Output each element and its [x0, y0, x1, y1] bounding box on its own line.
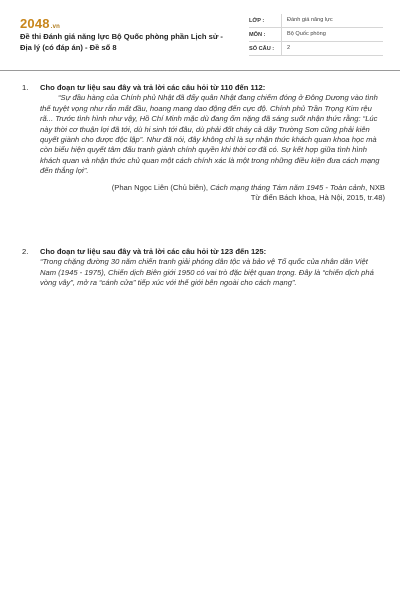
logo-text: 2048: [20, 16, 50, 31]
meta-key: MÔN :: [249, 31, 266, 38]
source-prefix: (Phan Ngọc Liên (Chủ biên),: [111, 182, 211, 192]
question-heading: Cho đoạn tư liệu sau đây và trả lời các câu hỏi từ 110 đến 112:: [40, 83, 266, 92]
header-divider: [0, 70, 400, 71]
quote-text: “Sự đầu hàng của Chính phủ Nhật đã đẩy quân Nhật đang chiếm đóng ở Đông Dương vào tình thế tuyệt vọng như rắn mất đầu, hoang mang dao động đến cực độ. Chính phủ Trần Trọng Kim rệu rã... Trước tình hình như vậy, Hồ Chí Minh mặc dù đang ốm nặng đã sáng suốt nhận thức rằng: “Lúc này thời cơ thuận lợi đã tới, dù hi sinh tới đâu, dù phải đốt cháy cả dãy Trường Sơn cũng phải kiên quyết giành cho được độc lập”. Như đã nói, đây không chỉ là sự nhận thức khách quan khoa học mà còn biểu hiện quyết tâm đấu tranh giành chính quyền khi thời cơ đã có. Sự kết hợp giữa tình hình khách quan và nhận thức chủ quan một cách chính xác là một trong những điều kiện đưa cách mạng đến thắng lợi”.: [40, 93, 380, 176]
meta-row-count: [249, 42, 383, 56]
meta-value: 2: [281, 42, 383, 55]
source-line-1: [40, 183, 385, 193]
quote-source: [40, 183, 385, 204]
meta-value: Đánh giá năng lực: [281, 14, 383, 27]
quote-passage: [40, 257, 385, 288]
question-body: [40, 93, 385, 203]
meta-row-subject: [249, 28, 383, 42]
question-number: 2.: [22, 247, 29, 256]
page-header: [0, 0, 400, 66]
source-line-2: Từ điển Bách khoa, Hà Nội, 2015, tr.48): [250, 193, 385, 203]
logo-suffix: .vn: [50, 24, 61, 30]
meta-key: LỚP :: [249, 17, 265, 24]
question-number: 1.: [22, 83, 29, 92]
quote-text: “Trong chặng đường 30 năm chiến tranh giải phóng dân tộc và bảo vệ Tổ quốc của nhân dân Việt Nam (1945 - 1975), Chiến dịch Biên giới 1950 có vai trò đặc biệt quan trọng. Đây là “chiến dịch phá vòng vây”, mở ra “cánh cửa” tiếp xúc với thế giới bên ngoài cho cách mạng”.: [40, 257, 374, 288]
meta-value: Bộ Quốc phòng: [281, 28, 383, 41]
quote-passage: [40, 93, 385, 176]
meta-row-class: [249, 14, 383, 28]
meta-table: [249, 14, 383, 56]
source-title: Cách mạng tháng Tám năm 1945 - Toàn cảnh: [210, 182, 366, 192]
site-logo[interactable]: [20, 16, 60, 31]
question-body: [40, 257, 385, 288]
question-heading: Cho đoạn tư liệu sau đây và trả lời các câu hỏi từ 123 đến 125:: [40, 247, 267, 256]
meta-key: SỐ CÂU :: [249, 45, 275, 52]
source-suffix: , NXB: [365, 182, 385, 192]
page-title: Đề thi Đánh giá năng lực Bộ Quốc phòng phần Lịch sử - Địa lý (có đáp án) - Đề số 8: [20, 32, 223, 52]
